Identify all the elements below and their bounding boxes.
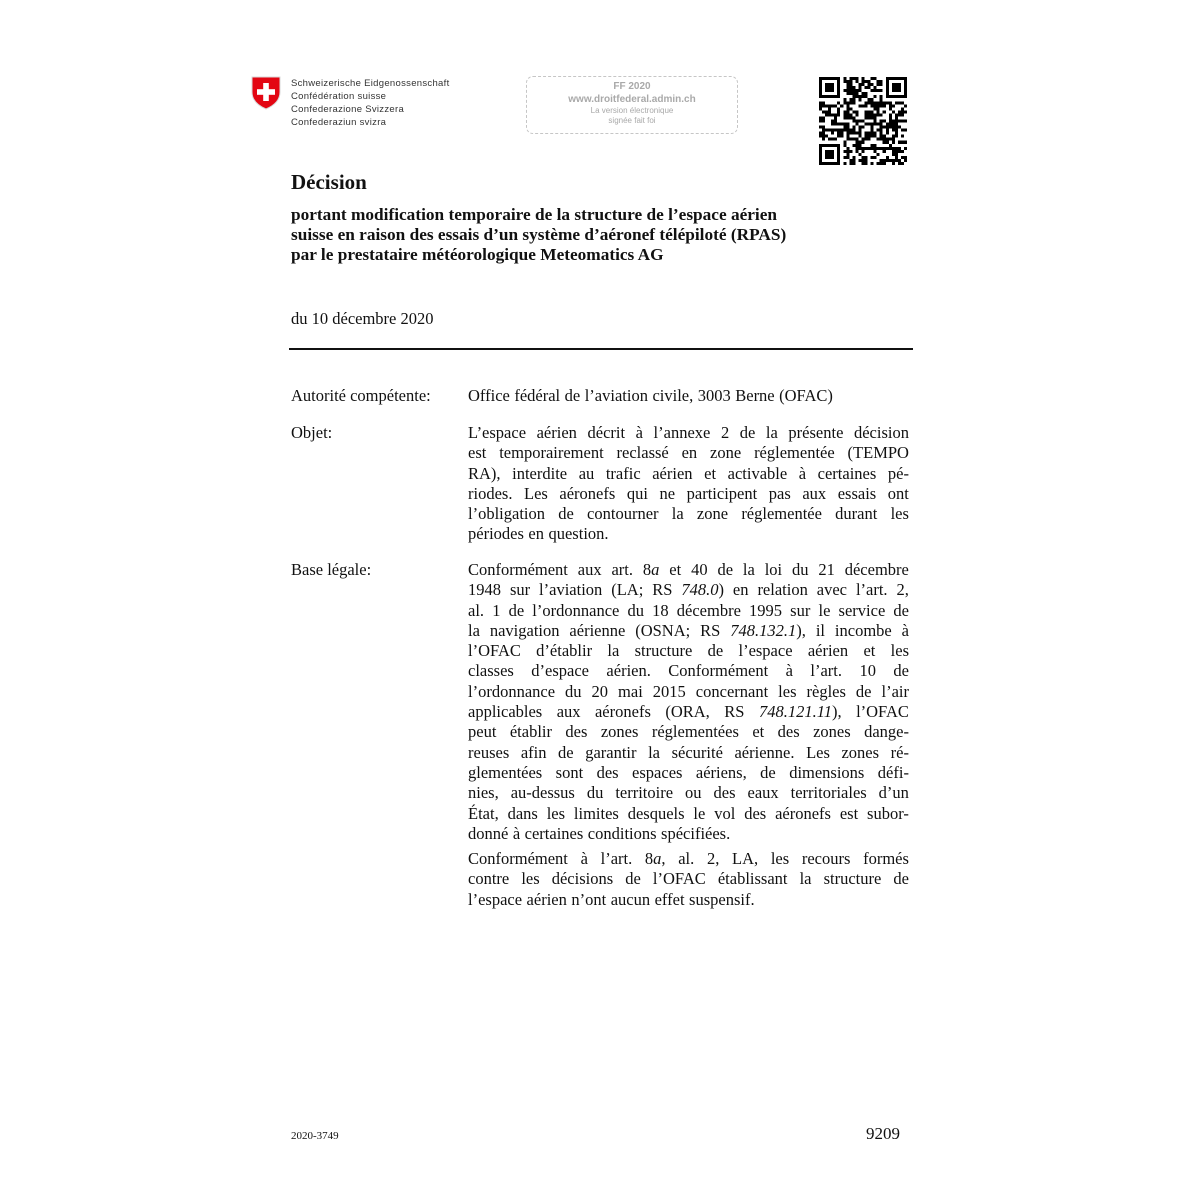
text-line: Conformément à l’art. 8a, al. 2, LA, les recours formés [468, 849, 909, 868]
text-line: applicables aux aéronefs (ORA, RS 748.121.11), l’OFAC [468, 702, 909, 722]
authority-name-rm: Confederaziun svizra [291, 117, 387, 128]
section-text-authority [468, 386, 909, 406]
text-line: l’ordonnance du 20 mai 2015 concernant les règles de l’air [468, 681, 909, 701]
text-line: RA), interdite au trafic aérien et activable à certaines pé- [468, 463, 909, 483]
stamp-line-4: signée fait foi [608, 116, 656, 125]
text-line: donné à certaines conditions spécifiées. [468, 823, 731, 843]
text-line: glementées sont des espaces aériens, de dimensions défi- [468, 762, 909, 782]
section-text-legal-basis-p1 [468, 560, 909, 844]
swiss-coat-of-arms-logo [251, 76, 281, 110]
text-line: peut établir des zones réglementées et des zones dange- [468, 722, 909, 742]
federal-gazette-stamp [526, 76, 738, 134]
stamp-line-1: FF 2020 [613, 81, 651, 92]
subtitle-line: par le prestataire météorologique Meteomatics AG [291, 245, 664, 264]
document-reference: 2020-3749 [291, 1130, 339, 1142]
subtitle-line: suisse en raison des essais d’un système d’aéronef télépiloté (RPAS) [291, 225, 787, 244]
page-number: 9209 [866, 1124, 900, 1143]
document-subtitle [291, 205, 911, 265]
text-line: classes d’espace aérien. Conformément à l’art. 10 de [468, 661, 909, 681]
stamp-line-2: www.droitfederal.admin.ch [568, 94, 696, 105]
stamp-line-3: La version électronique [590, 106, 674, 115]
authority-name-de: Schweizerische Eidgenossenschaft [291, 78, 450, 89]
text-line: al. 1 de l’ordonnance du 18 décembre 1995 sur le service de [468, 600, 909, 620]
section-label-legal-basis: Base légale: [291, 560, 372, 579]
authority-names [291, 77, 450, 129]
text-line: contre les décisions de l’OFAC établissant la structure de [468, 869, 909, 889]
text-line: Office fédéral de l’aviation civile, 3003 Berne (OFAC) [468, 386, 833, 405]
document-date: du 10 décembre 2020 [291, 309, 434, 328]
text-line: 1948 sur l’aviation (LA; RS 748.0) en relation avec l’art. 2, [468, 580, 909, 600]
text-line: l’OFAC d’établir la structure de l’espace aérien et les [468, 641, 909, 661]
text-line: l’espace aérien n’ont aucun effet suspensif. [468, 889, 755, 909]
section-text-legal-basis-p2 [468, 849, 909, 910]
text-line: la navigation aérienne (OSNA; RS 748.132.1), il incombe à [468, 620, 909, 640]
section-label-object: Objet: [291, 423, 333, 442]
section-text-object [468, 423, 909, 545]
subtitle-line: portant modification temporaire de la structure de l’espace aérien [291, 205, 778, 224]
header-divider [289, 348, 913, 350]
text-line: reuses afin de garantir la sécurité aérienne. Les zones ré- [468, 742, 909, 762]
section-label-authority: Autorité compétente: [291, 386, 431, 405]
document-title: Décision [291, 170, 367, 194]
text-line: périodes en question. [468, 524, 609, 544]
text-line: État, dans les limites desquels le vol des aéronefs est subor- [468, 803, 909, 823]
authority-name-fr: Confédération suisse [291, 91, 387, 102]
text-line: L’espace aérien décrit à l’annexe 2 de la présente décision [468, 423, 909, 442]
text-line: Conformément aux art. 8a et 40 de la loi du 21 décembre [468, 560, 909, 579]
text-line: riodes. Les aéronefs qui ne participent pas aux essais ont [468, 483, 909, 503]
text-line: est temporairement reclassé en zone réglementée (TEMPO [468, 443, 909, 463]
qr-code-icon [819, 77, 907, 165]
text-line: l’obligation de contourner la zone réglementée durant les [468, 504, 909, 524]
text-line: nies, au-dessus du territoire ou des eaux territoriales d’un [468, 783, 909, 803]
authority-name-it: Confederazione Svizzera [291, 104, 405, 115]
